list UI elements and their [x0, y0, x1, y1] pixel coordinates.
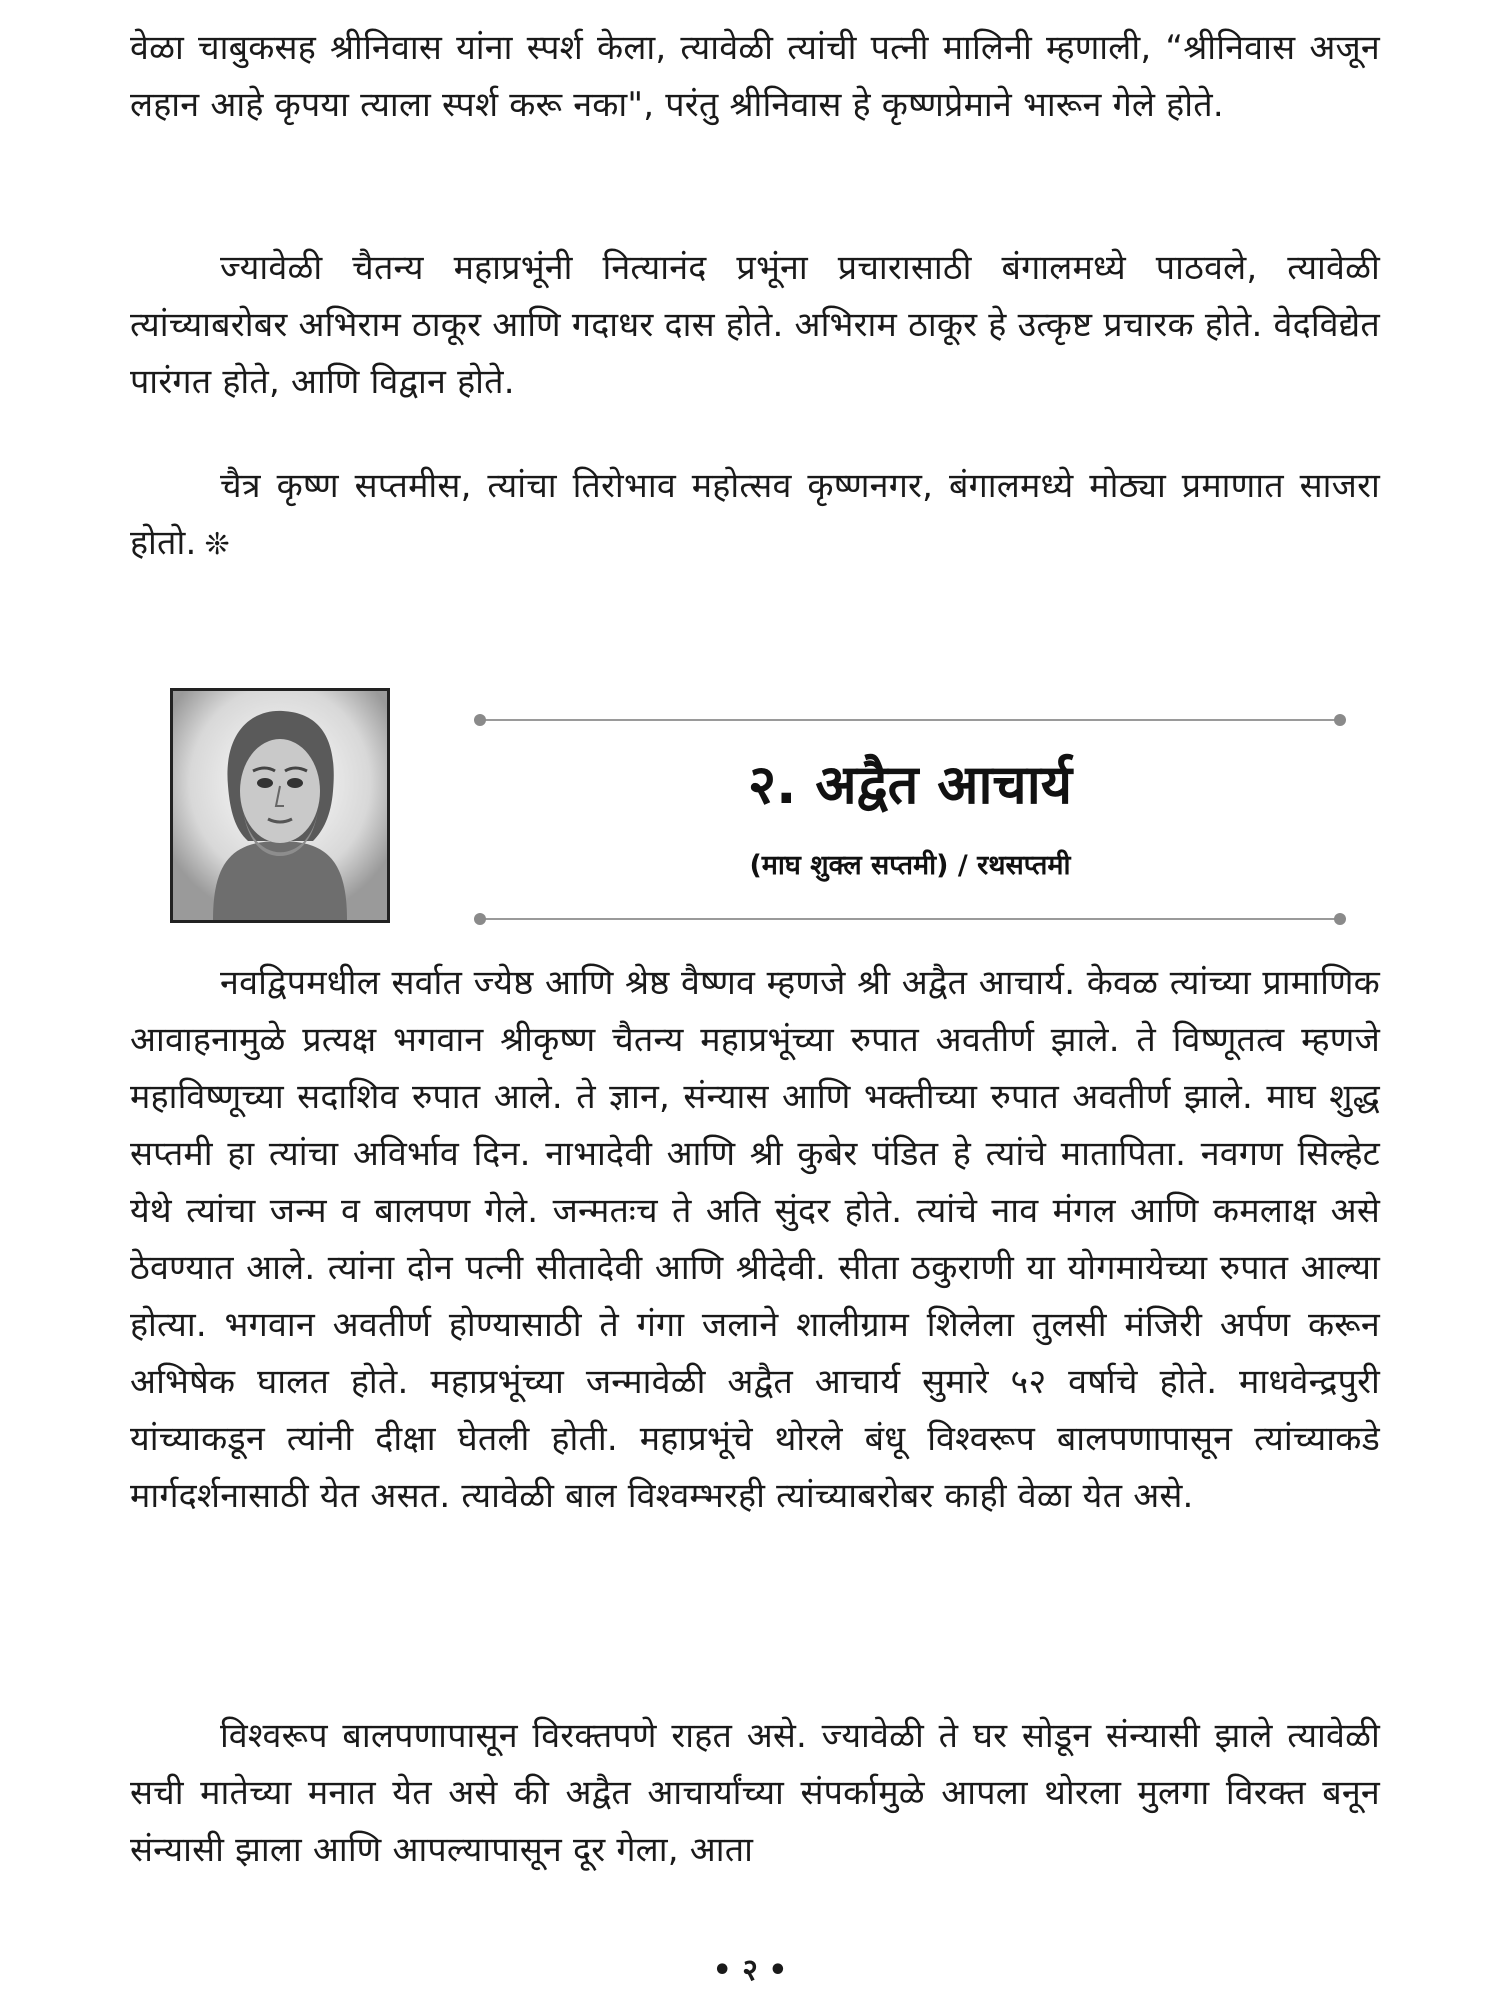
section-subheading: (माघ शुक्ल सप्तमी) / रथसप्तमी [749, 850, 1071, 881]
portrait-drawing [173, 691, 387, 920]
end-ornament-icon: ❊ [204, 527, 230, 562]
paragraph-2: ज्यावेळी चैतन्य महाप्रभूंनी नित्यानंद प्रभूंना प्रचारासाठी बंगालमध्ये पाठवले, त्यावेळी त्यांच्याबरोबर अभिराम ठाकूर आणि गदाधर दास होते. अभिराम ठाकूर हे उत्कृष्ट प्रचारक होते. वेदविद्येत पारंगत होते, आणि विद्वान होते. [130, 248, 1380, 402]
heading-top-rule [480, 719, 1340, 721]
paragraph-3 [130, 458, 1380, 573]
paragraph-4: नवद्विपमधील सर्वात ज्येष्ठ आणि श्रेष्ठ वैष्णव म्हणजे श्री अद्वैत आचार्य. केवळ त्यांच्या प्रामाणिक आवाहनामुळे प्रत्यक्ष भगवान श्रीकृष्ण चैतन्य महाप्रभूंच्या रुपात अवतीर्ण झाले. ते विष्णूतत्व म्हणजे महाविष्णूच्या सदाशिव रुपात आले. ते ज्ञान, संन्यास आणि भक्तीच्या रुपात अवतीर्ण झाले. माघ शुद्ध सप्तमी हा त्यांचा अविर्भाव दिन. नाभादेवी आणि श्री कुबेर पंडित हे त्यांचे मातापिता. नवगण सिल्हेट येथे त्यांचा जन्म व बालपण गेले. जन्मतःच ते अति सुंदर होते. त्यांचे नाव मंगल आणि कमलाक्ष असे ठेवण्यात आले. त्यांना दोन पत्नी सीतादेवी आणि श्रीदेवी. सीता ठकुराणी या योगमायेच्या रुपात आल्या होत्या. भगवान अवतीर्ण होण्यासाठी ते गंगा जलाने शालीग्राम शिलेला तुलसी मंजिरी अर्पण करून अभिषेक घालत होते. महाप्रभूंच्या जन्मावेळी अद्वैत आचार्य सुमारे ५२ वर्षाचे होते. माधवेन्द्रपुरी यांच्याकडून त्यांनी दीक्षा घेतली होती. महाप्रभूंचे थोरले बंधू विश्वरूप बालपणापासून त्यांच्याकडे मार्गदर्शनासाठी येत असत. त्यावेळी बाल विश्वम्भरही त्यांच्याबरोबर काही वेळा येत असे. [130, 963, 1380, 1516]
paragraph-3-text: चैत्र कृष्ण सप्तमीस, त्यांचा तिरोभाव महोत्सव कृष्णनगर, बंगालमध्ये मोठ्या प्रमाणात साजरा होतो. [130, 466, 1380, 563]
section-heading: २. अद्वैत आचार्य [747, 753, 1073, 816]
page-number: • २ • [712, 1953, 788, 1988]
heading-bottom-rule [480, 918, 1340, 920]
paragraph-5: विश्वरूप बालपणापासून विरक्तपणे राहत असे. ज्यावेळी ते घर सोडून संन्यासी झाले त्यावेळी सची मातेच्या मनात येत असे की अद्वैत आचार्यांच्या संपर्कामुळे आपला थोरला मुलगा विरक्त बनून संन्यासी झाला आणि आपल्यापासून दूर गेला, आता [130, 1716, 1380, 1870]
paragraph-1: वेळा चाबुकसह श्रीनिवास यांना स्पर्श केला, त्यावेळी त्यांची पत्नी मालिनी म्हणाली, “श्रीनिवास अजून लहान आहे कृपया त्याला स्पर्श करू नका", परंतु श्रीनिवास हे कृष्णप्रेमाने भारून गेले होते. [130, 28, 1380, 125]
portrait-image [170, 688, 390, 923]
